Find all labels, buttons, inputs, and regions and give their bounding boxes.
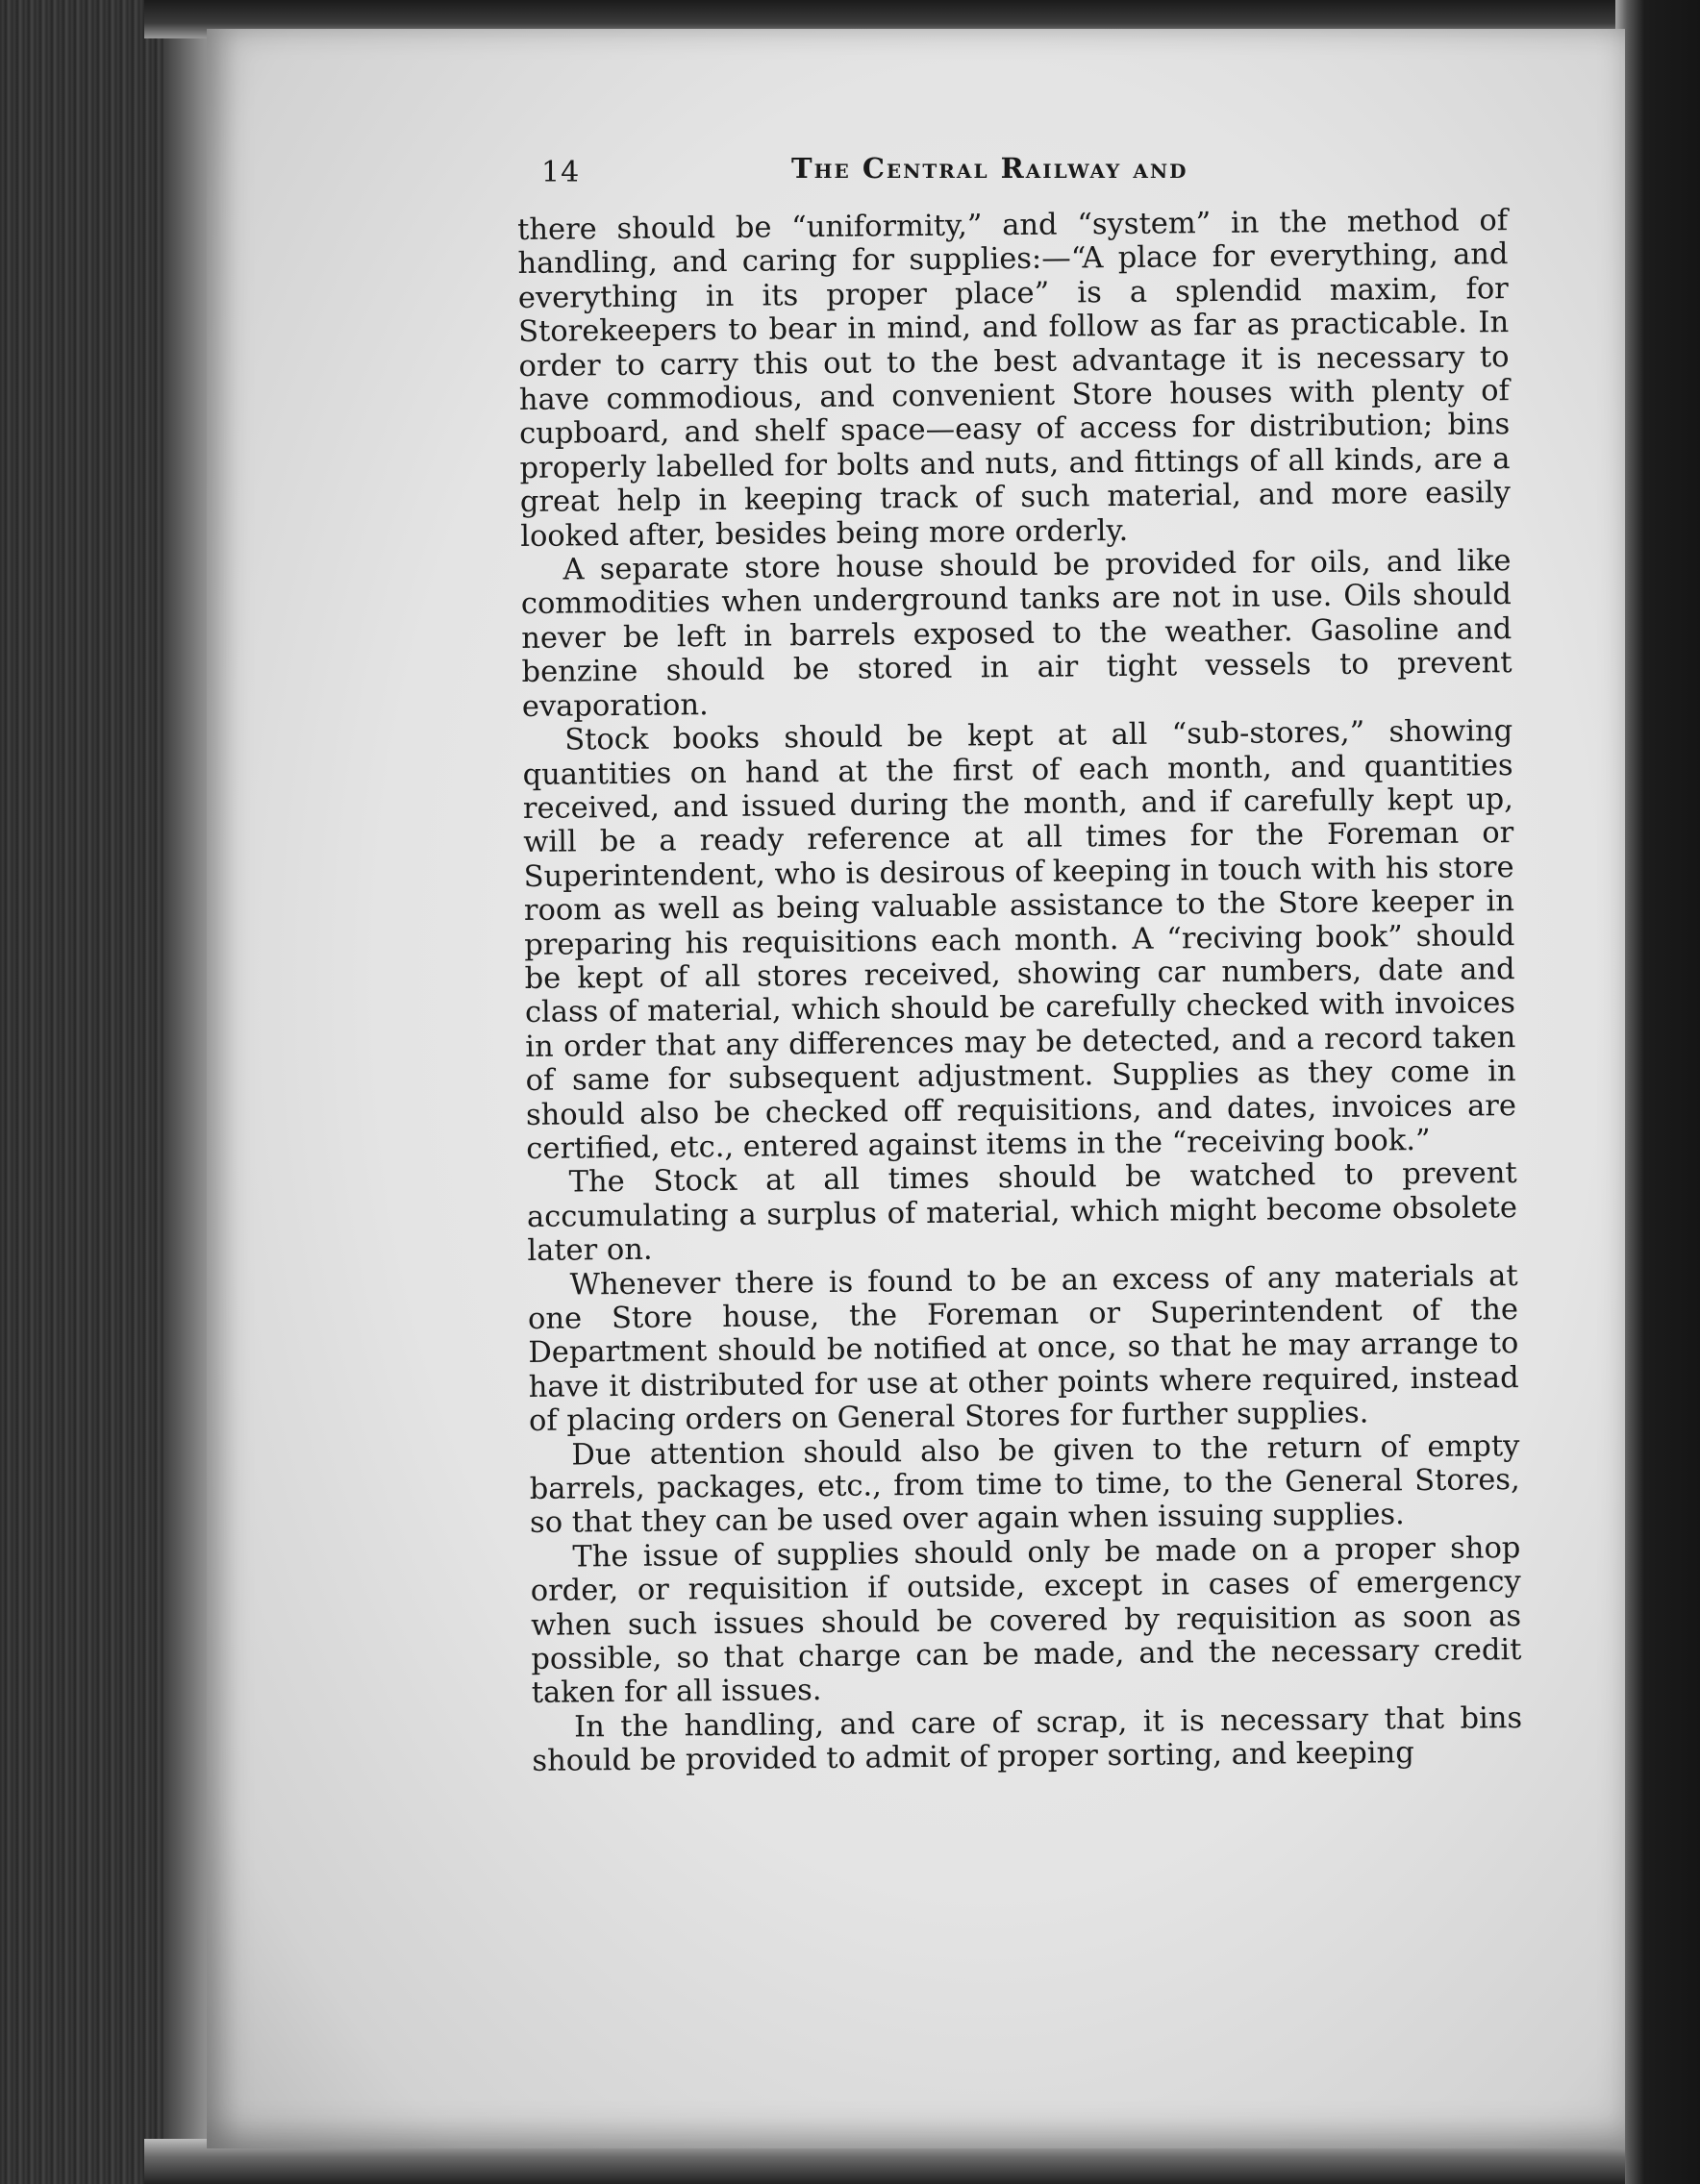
paragraph: The Stock at all times should be watched to prevent accumulating a surplus of material, which might become obsolete later on.: [526, 1156, 1518, 1269]
paragraph: there should be “uniformity,” and “system” in the method of handling, and caring for supplies:—“A place for everything, and everything in its proper place” is a splendid maxim, for Storekeepers to bear in mind, and follow as far as practicable. In order to carry this out to the best advantage it is necessary to have commodious, and convenient Store houses with plenty of cupboard, and shelf space—easy of access for distribution; bins properly labelled for bolts and nuts, and fittings of all kinds, are a great help in keeping track of such material, and more easily looked after, besides being more orderly.: [517, 204, 1512, 554]
page-header: [541, 152, 1522, 194]
paragraph: Whenever there is found to be an excess of any materials at one Store house, the Foreman or Superintendent of the Department should be notified at once, so that he may arrange to have it distributed for use at other points where required, instead of placing orders on General Stores for further supplies.: [527, 1258, 1519, 1439]
paragraph: Stock books should be kept at all “sub-stores,” showing quantities on hand at the first of each month, and quantities received, and issued during the month, and if carefully kept up, will be a ready reference at all times for the Foreman or Superintendent, who is desirous of keeping in touch with his store room as well as being valuable assistance to the Store keeper in preparing his requisitions each month. A “reciving book” should be kept of all stores received, showing car numbers, date and class of material, which should be carefully checked with invoices in order that any differences may be detected, and a record taken of same for subsequent adjustment. Supplies as they come in should also be checked off requisitions, and dates, invoices are certified, etc., entered against items in the “receiving book.”: [522, 714, 1517, 1166]
right-edge: [1615, 0, 1700, 2184]
page-number: 14: [541, 156, 581, 189]
running-head: The Central Railway and: [791, 152, 1188, 185]
paragraph: In the handling, and care of scrap, it is necessary that bins should be provided to admit of proper sorting, and keeping: [532, 1700, 1523, 1779]
paragraph: Due attention should also be given to the return of empty barrels, packages, etc., from time to time, to the General Stores, so that they can be used over again when issuing supplies.: [529, 1428, 1520, 1541]
body-text: [517, 204, 1523, 1778]
paragraph: The issue of supplies should only be made on a proper shop order, or requisition if outside, except in cases of emergency when such issues should be covered by requisition as soon as possible, so that charge can be made, and the necessary credit taken for all issues.: [530, 1530, 1522, 1711]
paragraph: A separate store house should be provided for oils, and like commodities when underground tanks are not in use. Oils should never be left in barrels exposed to the weather. Gasoline and benzine should be stored in air tight vessels to prevent evaporation.: [520, 544, 1512, 724]
